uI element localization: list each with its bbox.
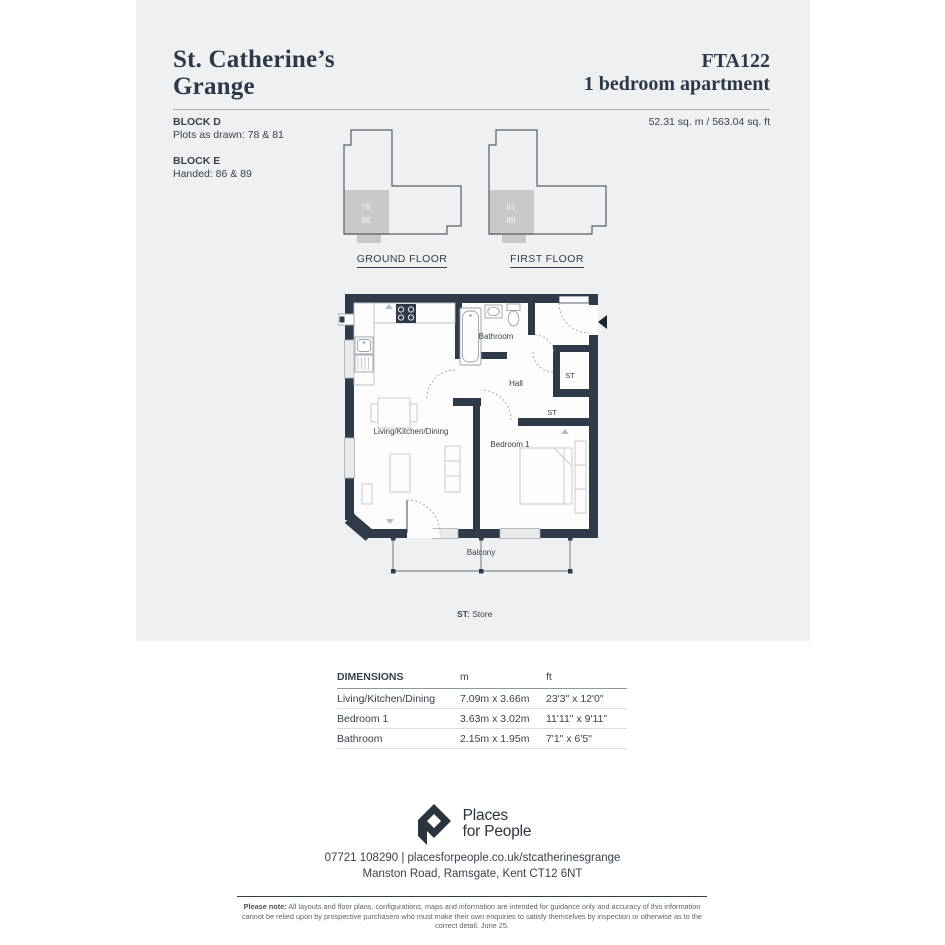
dimensions-table-header — [337, 671, 627, 689]
meter-box-inner — [340, 317, 345, 323]
entrance-door-leaf — [559, 296, 589, 303]
balcony-door-opening — [407, 529, 440, 538]
block-d-name: BLOCK D — [173, 116, 221, 128]
label-bedroom: Bedroom 1 — [490, 440, 530, 449]
header-ft: ft — [546, 671, 552, 683]
label-hall: Hall — [509, 379, 523, 388]
dimensions-table-body — [337, 689, 627, 749]
bath-tap — [469, 314, 472, 317]
wall-bedroom-top — [518, 418, 598, 426]
block-info — [173, 116, 284, 194]
disclaimer-lead: Please note: — [243, 902, 287, 911]
window-left-1 — [345, 340, 355, 378]
wall-st1-left — [553, 352, 560, 389]
disclaimer — [237, 896, 707, 931]
logo-wordmark — [463, 808, 532, 841]
block-d-group — [173, 116, 284, 142]
places-for-people-logo — [0, 802, 945, 846]
room-name: Living/Kitchen/Dining — [337, 693, 436, 705]
imperial-size: 7'1" x 6'5" — [546, 733, 592, 745]
store-key-note — [457, 609, 492, 619]
ground-floor-label: GROUND FLOOR — [357, 253, 448, 268]
block-d-detail: Plots as drawn: 78 & 81 — [173, 129, 284, 141]
table-row — [337, 689, 627, 709]
block-e-name: BLOCK E — [173, 155, 221, 167]
ground-floor-locator — [340, 126, 464, 268]
room-name: Bathroom — [337, 733, 383, 745]
plot-code-block — [584, 50, 770, 96]
plot-number: 86 — [361, 216, 371, 225]
block-e-group — [173, 155, 284, 181]
room-name: Bedroom 1 — [337, 713, 389, 725]
plot-number: 78 — [361, 203, 371, 212]
first-floor-highlight — [489, 190, 534, 235]
basin-icon — [485, 305, 502, 318]
toilet-icon — [507, 304, 520, 326]
label-balcony: Balcony — [466, 548, 496, 557]
table-row — [337, 729, 627, 749]
wall-right — [589, 335, 598, 538]
plot-number: 81 — [506, 203, 516, 212]
apartment-type: 1 bedroom apartment — [583, 73, 770, 95]
wall-living-hall — [453, 398, 481, 406]
title-line1: St. Catherine’s — [173, 46, 335, 73]
floor-plan-svg — [338, 288, 608, 584]
window-bottom-2 — [500, 529, 540, 539]
plot-code: FTA122 — [701, 50, 770, 72]
dimensions-table — [337, 671, 627, 749]
label-st1: ST — [565, 371, 575, 380]
header-m: m — [460, 671, 469, 683]
title-line2: Grange — [173, 73, 255, 100]
store-key-prefix: ST: — [457, 609, 470, 619]
address-line: Manston Road, Ramsgate, Kent CT12 6NT — [362, 868, 583, 880]
metric-size: 2.15m x 1.95m — [460, 733, 530, 745]
hob-icon — [396, 304, 416, 323]
first-floor-highlight-tab — [502, 235, 526, 243]
label-bathroom: Bathroom — [478, 332, 514, 341]
label-living: Living/Kitchen/Dining — [373, 427, 449, 436]
metric-size: 7.09m x 3.66m — [460, 693, 530, 705]
header-divider — [173, 109, 770, 110]
logo-mark-path — [418, 804, 451, 845]
ground-floor-outline-svg — [340, 126, 464, 244]
places-for-people-mark-icon — [414, 802, 454, 846]
first-floor-label: FIRST FLOOR — [510, 253, 584, 268]
window-left-2 — [345, 438, 355, 478]
plot-number: 89 — [506, 216, 516, 225]
logo-line2: for People — [462, 823, 532, 840]
wall-st1-bottom — [553, 389, 598, 397]
page-title — [173, 46, 335, 100]
first-floor-locator — [485, 126, 609, 268]
first-floor-outline-svg — [485, 126, 609, 244]
wall-left — [345, 294, 354, 520]
header-dimensions: DIMENSIONS — [337, 671, 404, 683]
imperial-size: 23'3" x 12'0" — [546, 693, 604, 705]
wall-right-upper — [589, 294, 598, 305]
label-st2: ST — [547, 408, 557, 417]
wall-living-bedroom — [473, 406, 480, 529]
store-key-word: Store — [469, 609, 493, 619]
floor-area: 52.31 sq. m / 563.04 sq. ft — [648, 116, 770, 128]
ground-floor-highlight-tab — [357, 235, 381, 243]
logo-line1: Places — [462, 806, 508, 824]
sink-tap — [363, 341, 365, 343]
entrance-arrow-icon — [598, 315, 607, 329]
table-row — [337, 709, 627, 729]
imperial-size: 11'11" x 9'11" — [546, 713, 608, 725]
contact-line: 07721 108290 | placesforpeople.co.uk/stcatherinesgrange — [324, 852, 621, 864]
block-e-detail: Handed: 86 & 89 — [173, 168, 252, 180]
ground-floor-highlight — [344, 190, 389, 235]
wall-entry-divider — [553, 345, 598, 352]
wall-bathroom-right — [528, 303, 535, 335]
disclaimer-text: All layouts and floor plans, configurations, maps and information are intended for guidance only and accuracy of this information cannot be relied upon by prospective purchasers who must make their own enquiries to satisfy themselves by inspection or otherwise as to the correct detail. June 25. — [242, 902, 702, 931]
metric-size: 3.63m x 3.02m — [460, 713, 530, 725]
